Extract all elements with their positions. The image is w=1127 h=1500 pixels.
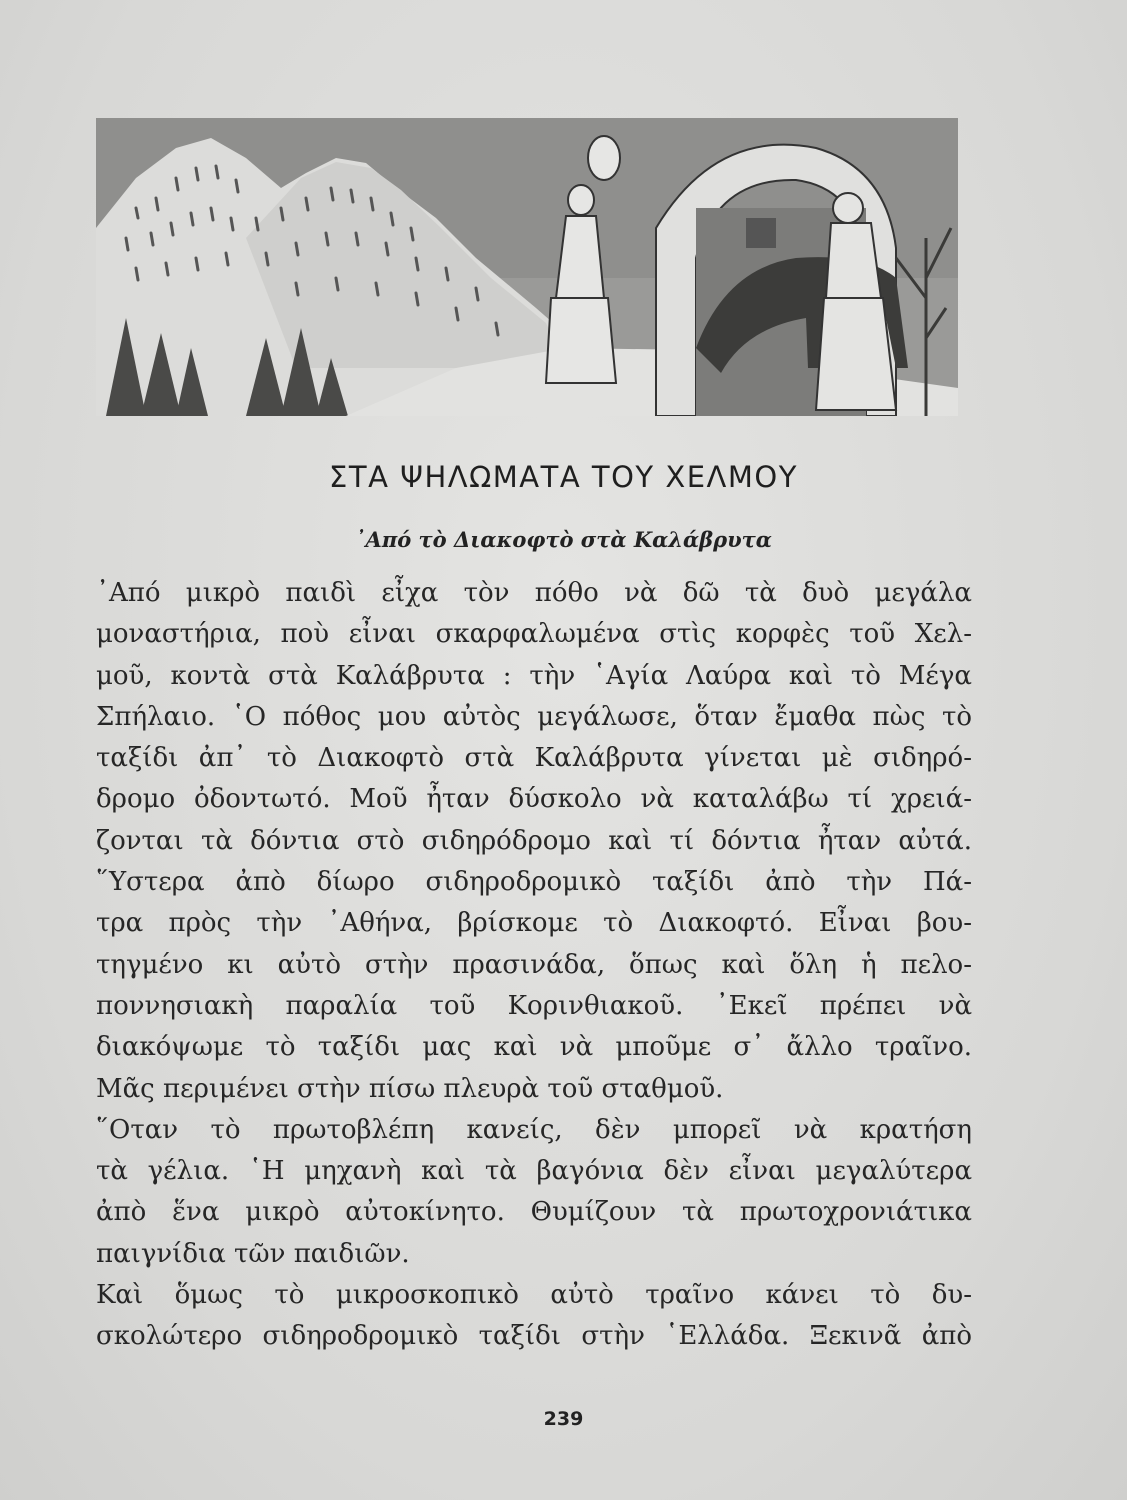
- text-line: ἀπὸ ἕνα μικρὸ αὐτοκίνητο. Θυμίζουν τὰ πρωτοχρονιάτικα: [96, 1197, 972, 1228]
- text-line: σκολώτερο σιδηροδρομικὸ ταξίδι στὴν ῾Ελλάδα. Ξεκινᾶ ἀπὸ: [96, 1321, 972, 1352]
- text-line: ῞Οταν τὸ πρωτοβλέπη κανείς, δὲν μπορεῖ νὰ κρατήση: [96, 1114, 972, 1145]
- text-line: διακόψωμε τὸ ταξίδι μας καὶ νὰ μποῦμε σ᾿ ἄλλο τραῖνο.: [96, 1032, 972, 1063]
- text-line: τηγμένο κι αὐτὸ στὴν πρασινάδα, ὅπως καὶ ὅλη ἡ πελο-: [96, 949, 972, 980]
- text-line: παιγνίδια τῶν παιδιῶν.: [96, 1238, 410, 1269]
- chapter-title: ΣΤΑ ΨΗΛΩΜΑΤΑ ΤΟΥ ΧΕΛΜΟΥ: [329, 460, 798, 494]
- woodcut-illustration-icon: [96, 118, 958, 416]
- text-line: μοναστήρια, ποὺ εἶναι σκαρφαλωμένα στὶς κορφὲς τοῦ Χελ-: [96, 619, 972, 650]
- text-line: ταξίδι ἀπ᾿ τὸ Διακοφτὸ στὰ Καλάβρυτα γίνεται μὲ σιδηρό-: [96, 743, 972, 774]
- page-number: 239: [543, 1408, 584, 1430]
- text-line: ποννησιακὴ παραλία τοῦ Κορινθιακοῦ. ᾿Εκεῖ πρέπει νὰ: [96, 990, 972, 1021]
- woodcut-illustration: [96, 118, 958, 416]
- text-line: δρομο ὀδοντωτό. Μοῦ ἦταν δύσκολο νὰ καταλάβω τί χρειά-: [96, 784, 972, 815]
- text-line: ᾿Από μικρὸ παιδὶ εἶχα τὸν πόθο νὰ δῶ τὰ δυὸ μεγάλα: [96, 578, 972, 608]
- text-line: τρα πρὸς τὴν ᾿Αθήνα, βρίσκομε τὸ Διακοφτό. Εἶναι βου-: [96, 908, 972, 939]
- text-line: Μᾶς περιμένει στὴν πίσω πλευρὰ τοῦ σταθμοῦ.: [96, 1073, 724, 1104]
- text-line: ζονται τὰ δόντια στὸ σιδηρόδρομο καὶ τί δόντια ἦταν αὐτά.: [96, 825, 972, 856]
- text-line: Καὶ ὅμως τὸ μικροσκοπικὸ αὐτὸ τραῖνο κάνει τὸ δυ-: [96, 1280, 972, 1311]
- text-line: Σπήλαιο. ῾Ο πόθος μου αὐτὸς μεγάλωσε, ὅταν ἔμαθα πὼς τὸ: [96, 701, 972, 732]
- chapter-subtitle: ᾿Από τὸ Διακοφτὸ στὰ Καλάβρυτα: [355, 527, 772, 552]
- body-text: [96, 573, 972, 1358]
- text-line: τὰ γέλια. ῾Η μηχανὴ καὶ τὰ βαγόνια δὲν εἶναι μεγαλύτερα: [96, 1156, 972, 1187]
- text-line: μοῦ, κοντὰ στὰ Καλάβρυτα : τὴν ῾Αγία Λαύρα καὶ τὸ Μέγα: [96, 660, 972, 691]
- text-line: ῞Υστερα ἀπὸ δίωρο σιδηροδρομικὸ ταξίδι ἀπὸ τὴν Πά-: [96, 867, 972, 898]
